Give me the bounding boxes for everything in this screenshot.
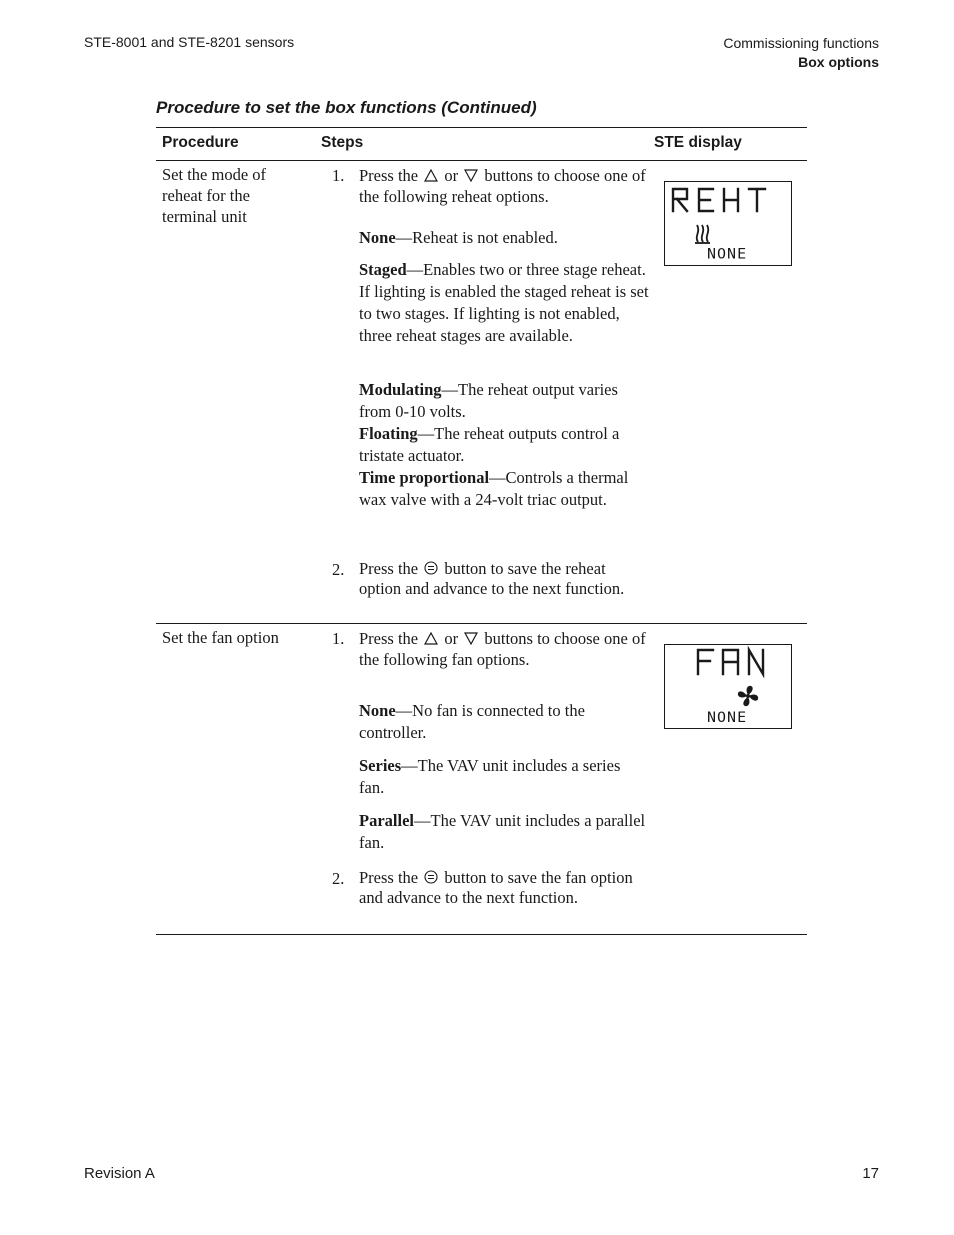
step-text-mid: or (444, 629, 459, 648)
lcd-sub-text: NONE (707, 245, 748, 263)
step-text-pre: Press the (359, 559, 419, 578)
table-header (156, 127, 807, 161)
header-section-subtitle: Box options (798, 54, 879, 70)
option-series: Series—The VAV unit includes a series fan. (359, 756, 621, 797)
column-header-steps: Steps (321, 134, 364, 151)
step-number: 2. (332, 560, 345, 579)
step-text-post: buttons to choose one of the following reheat options. (359, 166, 646, 206)
header-document-title: STE-8001 and STE-8201 sensors (84, 34, 295, 50)
step-number: 2. (332, 869, 345, 888)
up-arrow-icon (424, 632, 438, 645)
step-text-pre: Press the (359, 166, 419, 185)
procedure-cell: Set the fan option (162, 628, 279, 647)
lcd-sub-text: NONE (707, 708, 748, 726)
column-header-procedure: Procedure (162, 134, 239, 151)
footer-revision: Revision A (84, 1165, 155, 1182)
column-header-display: STE display (654, 134, 742, 151)
procedure-table (156, 127, 807, 935)
save-button-icon (424, 870, 438, 884)
step-text-mid: or (444, 166, 459, 185)
step-text-post: button to save the reheat option and advance to the next function. (359, 559, 625, 598)
page-number: 17 (862, 1165, 879, 1182)
step-number: 1. (332, 166, 345, 185)
option-none: None—Reheat is not enabled. (359, 228, 558, 247)
save-button-icon (424, 561, 438, 575)
ste-display-reheat (664, 181, 792, 266)
header-section (723, 34, 879, 72)
procedure-cell: Set the mode of reheat for the terminal unit (162, 165, 267, 226)
table-row-fan (156, 624, 807, 935)
step-number: 1. (332, 629, 345, 648)
heat-icon (695, 225, 710, 243)
table-caption: Procedure to set the box functions (Continued) (156, 98, 537, 117)
option-time-proportional: Time proportional—Controls a thermal wax valve with a 24-volt triac output. (359, 468, 629, 509)
down-arrow-icon (464, 632, 478, 645)
down-arrow-icon (464, 169, 478, 182)
option-modulating: Modulating—The reheat output varies from 0-10 volts. (359, 380, 618, 421)
step-text-post: buttons to choose one of the following fan options. (359, 629, 646, 669)
up-arrow-icon (424, 169, 438, 182)
header-section-title: Commissioning functions (723, 35, 879, 51)
step-text-pre: Press the (359, 629, 419, 648)
option-none: None—No fan is connected to the controller. (359, 701, 585, 742)
fan-icon (738, 686, 758, 706)
ste-display-fan (664, 644, 792, 729)
step-text-post: button to save the fan option and advance to the next function. (359, 868, 633, 907)
option-floating: Floating—The reheat outputs control a tristate actuator. (359, 424, 620, 465)
table-row-reheat (156, 161, 807, 624)
option-parallel: Parallel—The VAV unit includes a parallel fan. (359, 811, 646, 852)
option-staged: Staged—Enables two or three stage reheat. If lighting is enabled the staged reheat is set to two stages. If lighting is not enabled, three reheat stages are available. (359, 260, 649, 345)
step-text-pre: Press the (359, 868, 419, 887)
